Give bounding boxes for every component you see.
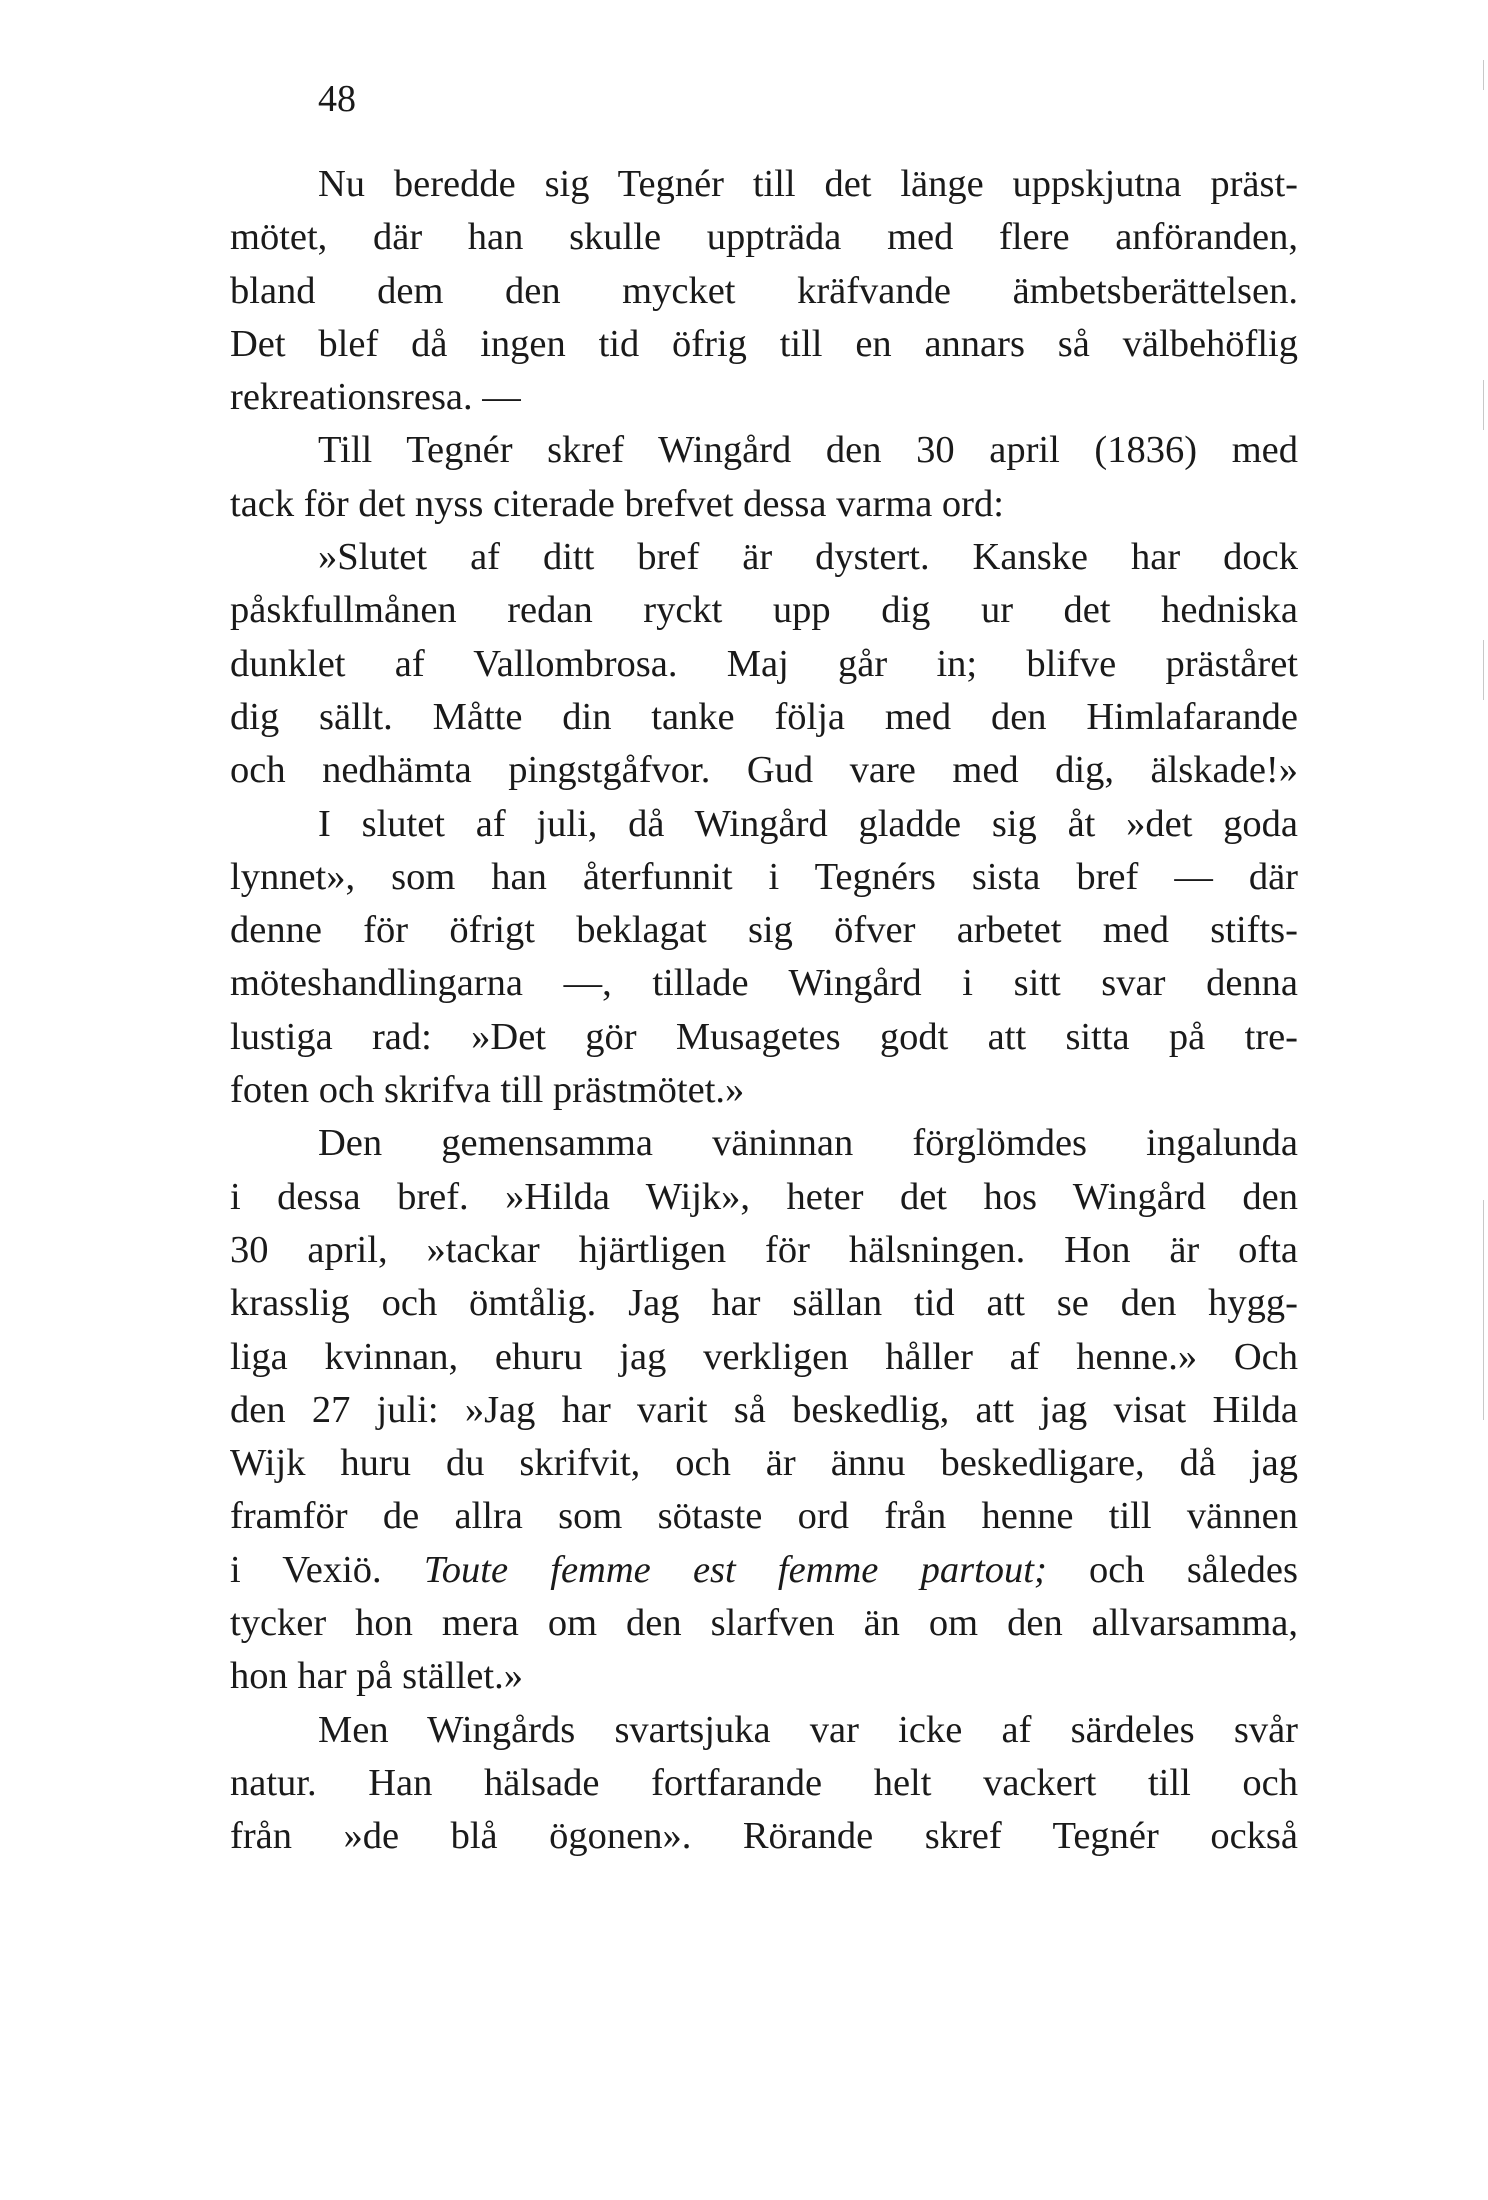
text-line <box>230 211 1298 264</box>
body-text <box>230 158 1298 1864</box>
text-line <box>230 531 1298 584</box>
text-line <box>230 584 1298 637</box>
text-line <box>230 1011 1298 1064</box>
text-line <box>230 798 1298 851</box>
text-line <box>230 158 1298 211</box>
text-segment: bland dem den mycket kräfvande ämbetsberättelsen. <box>230 269 1298 312</box>
text-segment: framför de allra som sötaste ord från henne till vännen <box>230 1495 1298 1538</box>
text-line <box>230 1224 1298 1277</box>
text-segment: möteshandlingarna —, tillade Wingård i sitt svar denna <box>230 962 1298 1005</box>
text-line <box>230 1490 1298 1543</box>
text-segment: lustiga rad: »Det gör Musagetes godt att sitta på tre- <box>230 1015 1298 1058</box>
text-segment: dig sällt. Måtte din tanke följa med den Himlafarande <box>230 695 1298 738</box>
text-segment: »Slutet af ditt bref är dystert. Kanske har dock <box>318 536 1298 579</box>
text-line <box>230 1064 1298 1117</box>
text-line <box>230 1277 1298 1330</box>
page-number: 48 <box>318 78 356 120</box>
text-line <box>230 744 1298 797</box>
text-segment: och nedhämta pingstgåfvor. Gud vare med dig, älskade!» <box>230 749 1298 792</box>
text-line <box>230 851 1298 904</box>
text-segment: liga kvinnan, ehuru jag verkligen håller af henne.» Och <box>230 1335 1298 1378</box>
margin-mark <box>1483 640 1484 700</box>
text-line <box>230 691 1298 744</box>
text-segment: hon har på stället.» <box>230 1655 523 1698</box>
text-line <box>230 1544 1298 1597</box>
text-segment: lynnet», som han återfunnit i Tegnérs sista bref — där <box>230 855 1298 898</box>
text-line <box>230 957 1298 1010</box>
text-segment: och således <box>1046 1548 1298 1591</box>
text-line <box>230 1810 1298 1863</box>
text-line <box>230 1384 1298 1437</box>
text-line <box>230 904 1298 957</box>
margin-mark <box>1483 380 1484 430</box>
text-segment: den 27 juli: »Jag har varit så beskedlig, att jag visat Hilda <box>230 1388 1298 1431</box>
text-line <box>230 371 1298 424</box>
text-line <box>230 478 1298 531</box>
text-line <box>230 1437 1298 1490</box>
text-segment: foten och skrifva till prästmötet.» <box>230 1069 745 1112</box>
text-segment: i dessa bref. »Hilda Wijk», heter det hos Wingård den <box>230 1175 1298 1218</box>
text-segment: rekreationsresa. — <box>230 376 521 419</box>
text-segment: Nu beredde sig Tegnér till det länge uppskjutna präst- <box>318 163 1298 205</box>
text-line <box>230 1704 1298 1757</box>
margin-mark <box>1483 60 1484 90</box>
text-segment: denne för öfrigt beklagat sig öfver arbetet med stifts- <box>230 909 1298 952</box>
text-segment: dunklet af Vallombrosa. Maj går in; blifve präståret <box>230 642 1298 685</box>
text-segment: tack för det nyss citerade brefvet dessa varma ord: <box>230 482 1004 525</box>
text-segment: tycker hon mera om den slarfven än om den allvarsamma, <box>230 1602 1298 1645</box>
margin-mark <box>1483 1200 1484 1420</box>
text-line <box>230 1597 1298 1650</box>
text-segment: Till Tegnér skref Wingård den 30 april (1836) med <box>318 429 1298 472</box>
text-line <box>230 1331 1298 1384</box>
text-segment: krasslig och ömtålig. Jag har sällan tid att se den hygg- <box>230 1282 1298 1325</box>
text-line <box>230 1650 1298 1703</box>
text-segment: natur. Han hälsade fortfarande helt vackert till och <box>230 1761 1298 1804</box>
text-segment: I slutet af juli, då Wingård gladde sig åt »det goda <box>318 802 1298 845</box>
text-segment: 30 april, »tackar hjärtligen för hälsningen. Hon är ofta <box>230 1228 1298 1271</box>
text-segment: Wijk huru du skrifvit, och är ännu beskedligare, då jag <box>230 1442 1298 1485</box>
text-segment: i Vexiö. <box>230 1548 424 1591</box>
text-line <box>230 1757 1298 1810</box>
text-segment: Men Wingårds svartsjuka var icke af särdeles svår <box>318 1708 1298 1751</box>
text-segment: från »de blå ögonen». Rörande skref Tegnér också <box>230 1815 1298 1858</box>
text-line <box>230 424 1298 477</box>
italic-phrase: Toute femme est femme partout; <box>423 1548 1047 1591</box>
text-segment: mötet, där han skulle uppträda med flere anföranden, <box>230 216 1298 259</box>
text-line <box>230 1171 1298 1224</box>
text-line <box>230 638 1298 691</box>
text-segment: Det blef då ingen tid öfrig till en annars så välbehöflig <box>230 322 1298 365</box>
text-line <box>230 1117 1298 1170</box>
text-segment: Den gemensamma väninnan förglömdes ingalunda <box>318 1122 1298 1165</box>
text-line <box>230 318 1298 371</box>
text-segment: påskfullmånen redan ryckt upp dig ur det hedniska <box>230 589 1298 632</box>
text-line <box>230 265 1298 318</box>
